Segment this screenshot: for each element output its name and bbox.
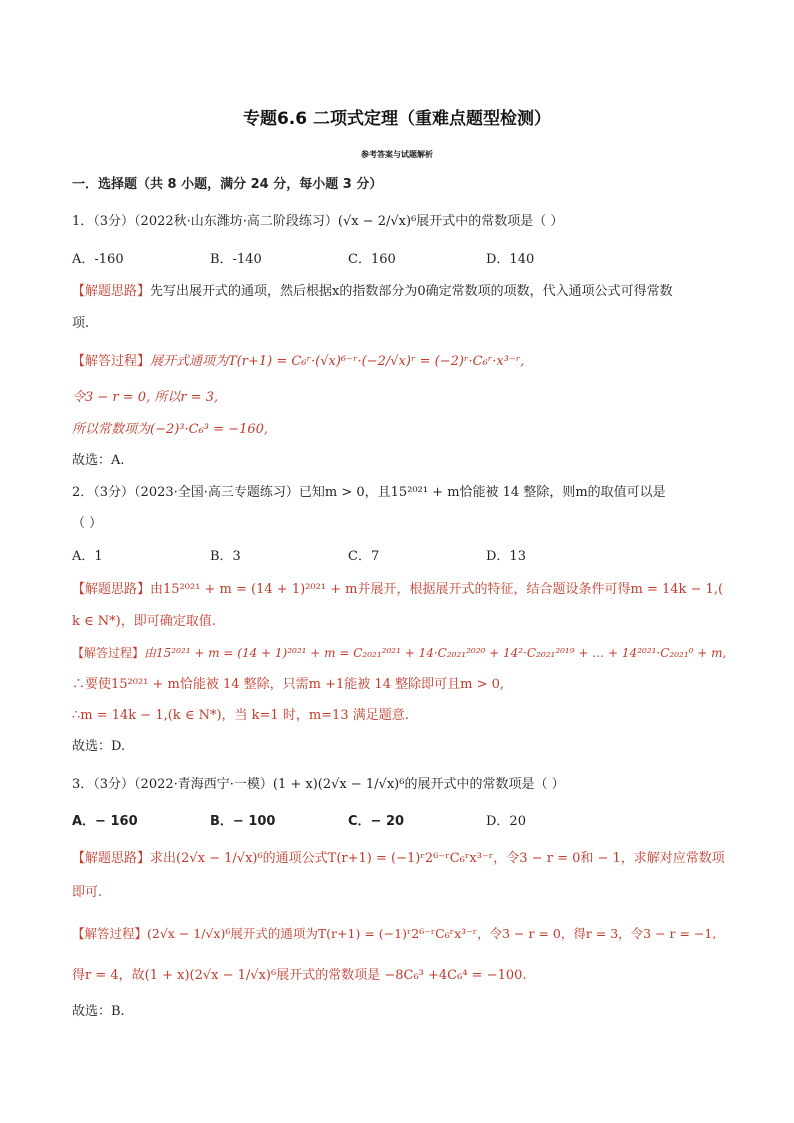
q3-process-line2: 得r = 4，故(1 + x)(2√x − 1/√x)⁶展开式的常数项是 −8C₆³ +4C₆⁴ = −100. [72,968,527,983]
q1-process-line3: 所以常数项为(−2)³·C₆³ = −160, [72,422,269,437]
process-tag: 【解答过程】 [72,926,148,941]
hint-tag: 【解题思路】 [72,851,151,866]
q2-option-c: C．7 [348,549,380,564]
q2-hint [72,581,723,599]
q1-hint-text: 先写出展开式的通项，然后根据x的指数部分为0确定常数项的项数，代入通项公式可得常数 [150,284,673,299]
q2-hint-text: 由15²⁰²¹ + m = (14 + 1)²⁰²¹ + m并展开，根据展开式的特征，结合题设条件可得m = 14k − 1,( [150,582,724,597]
q1-option-d: D．140 [486,252,535,267]
q3-hint-cont: 即可. [72,885,103,900]
q3-option-d: D．20 [486,814,526,829]
page-subtitle: 参考答案与试题解析 [361,150,433,159]
q2-hint-cont: k ∈ N*)，即可确定取值. [72,614,216,629]
q1-process-line2: 令3 − r = 0, 所以r = 3, [72,390,219,405]
q2-option-b: B．3 [210,549,241,564]
question-2-stem: 2．（3分）（2023·全国·高三专题练习）已知m > 0，且15²⁰²¹ + m恰能被 14 整除，则m的取值可以是 [72,485,666,500]
q1-hint-cont: 项. [72,316,90,331]
process-tag: 【解答过程】 [72,354,151,369]
q2-process-line2: ∴要使15²⁰²¹ + m恰能被 14 整除，只需m +1能被 14 整除即可且m > 0, [72,677,504,692]
q2-process-text: 由15²⁰²¹ + m = (14 + 1)²⁰²¹ + m = C₂₀₂₁²⁰²¹ + 14·C₂₀₂₁²⁰²⁰ + 14²·C₂₀₂₁²⁰¹⁹ + … + 14²⁰²¹·C₂₀₂₁⁰ + m, [144,646,727,660]
q1-hint [72,283,673,301]
q3-hint-text: 求出(2√x − 1/√x)⁶的通项公式T(r+1) = (−1)ʳ2⁶⁻ʳC₆ʳx³⁻ʳ，令3 − r = 0和 − 1，求解对应常数项 [150,851,725,866]
q3-hint [72,850,725,868]
q3-answer: 故选：B. [72,1004,125,1019]
q2-option-a: A．1 [72,549,103,564]
q1-process-text: 展开式通项为T(r+1) = C₆ʳ·(√x)⁶⁻ʳ·(−2/√x)ʳ = (−2)ʳ·C₆ʳ·x³⁻ʳ, [150,354,525,369]
question-2-stem-cont: （ ） [72,516,103,531]
q3-option-c: C．− 20 [348,814,405,829]
section-heading: 一．选择题（共 8 小题，满分 24 分，每小题 3 分） [72,177,383,192]
hint-tag: 【解题思路】 [72,284,151,299]
question-3-stem: 3．（3分）（2022·青海西宁·一模）(1 + x)(2√x − 1/√x)⁶的展开式中的常数项是（ ） [72,777,565,792]
q3-option-b: B．− 100 [210,814,276,829]
q2-option-d: D．13 [486,549,526,564]
q2-process [72,644,726,662]
q2-answer: 故选：D. [72,739,126,754]
q1-option-b: B．-140 [210,252,262,267]
q2-process-line3: ∴m = 14k − 1,(k ∈ N*)，当 k=1 时，m=13 满足题意. [72,708,409,723]
q1-process [72,353,524,371]
process-tag: 【解答过程】 [72,646,145,660]
question-1-stem: 1．（3分）（2022秋·山东潍坊·高二阶段练习）(√x − 2/√x)⁶展开式中的常数项是（ ） [72,214,564,229]
page-title: 专题6.6 二项式定理（重难点题型检测） [242,109,552,129]
hint-tag: 【解题思路】 [72,582,151,597]
q1-answer: 故选：A. [72,453,125,468]
q3-process-text: (2√x − 1/√x)⁶展开式的通项为T(r+1) = (−1)ʳ2⁶⁻ʳC₆ʳx³⁻ʳ，令3 − r = 0，得r = 3，令3 − r = −1, [147,926,717,941]
q1-option-c: C．160 [348,252,396,267]
q1-option-a: A．-160 [72,252,124,267]
q3-process [72,925,716,943]
q3-option-a: A．− 160 [72,814,138,829]
